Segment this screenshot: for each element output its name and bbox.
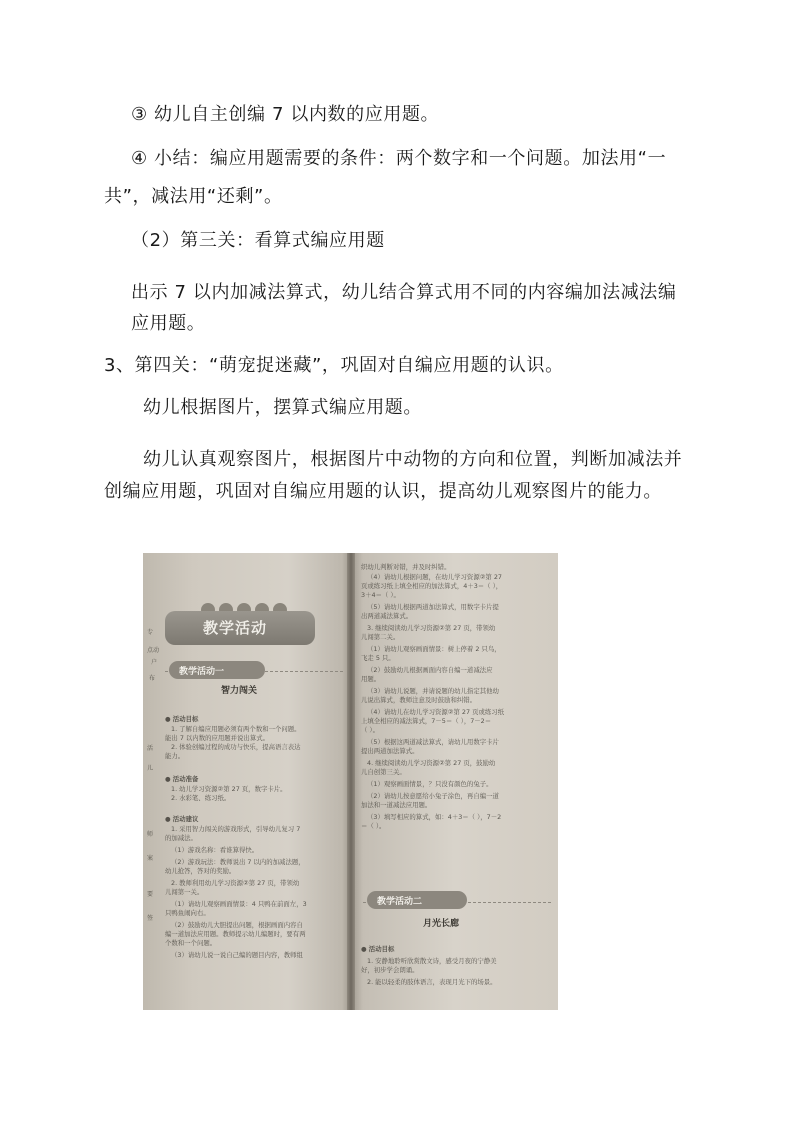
left-text-line: 幼儿抢答，答对的奖励。 — [165, 867, 236, 875]
right-text-line: （3）填写相应的算式，如：4＋3＝（ ），7－2 — [367, 813, 502, 821]
right-text-line: 织幼儿判断对错，并及时纠错。 — [361, 563, 451, 571]
left-text-line: 1. 幼儿学习资源②第 27 页，数字卡片。 — [171, 785, 287, 793]
text-line-5: 出示 7 以内加减法算式，幼儿结合算式用不同的内容编加法减法编 — [131, 282, 677, 303]
right-text-line: （4）请幼儿在幼儿学习资源②第 27 页或练习纸 — [367, 708, 505, 716]
right-text-line: ＝（ ）。 — [361, 822, 386, 830]
text-line-10: 创编应用题，巩固对自编应用题的认识，提高幼儿观察图片的能力。 — [104, 481, 662, 502]
activity-title: 智力闯关 — [221, 686, 258, 696]
right-text-line: 好，初步学会朗诵。 — [361, 966, 419, 974]
right-text-line: 上填全相应的减法算式，7－5＝（ ），7－2＝ — [361, 717, 492, 725]
margin-mark: 布 — [149, 675, 156, 682]
right-text-line: （1）观察画面情景，？只没有颜色的兔子。 — [367, 780, 493, 788]
left-text-line: ● 活动目标 — [165, 715, 199, 723]
right-text-line: （ ）。 — [361, 726, 380, 734]
right-text-line: （2）鼓励幼儿根据画面内容自编一道减法应 — [367, 666, 493, 674]
right-text-line: （4）请幼儿根据问题，在幼儿学习资源②第 27 — [367, 573, 502, 581]
right-text-line: （1）请幼儿观察画面情景：树上停着 2 只鸟， — [367, 645, 501, 653]
left-text-line: ● 活动准备 — [165, 775, 199, 783]
margin-mark: 师 — [147, 831, 154, 838]
right-text-line: 加法和一道减法应用题。 — [361, 801, 432, 809]
left-page — [143, 553, 349, 1010]
text-line-8: 幼儿根据图片，摆算式编应用题。 — [143, 397, 422, 418]
margin-mark: 儿 — [147, 765, 154, 772]
right-text-line: 3＋4＝（ ）。 — [361, 591, 400, 599]
right-text-line: 儿说出算式，教师注意及时鼓励和纠错。 — [361, 696, 477, 704]
right-text-line: 出两道减法算式。 — [361, 612, 413, 620]
margin-mark: 点动 — [147, 647, 160, 654]
right-text-line: 1. 安静地聆听欣赏散文诗，感受月夜的宁静美 — [367, 957, 497, 965]
right-text-line: 飞走 5 只。 — [361, 654, 395, 662]
right-text-line: 儿自创第三关。 — [361, 768, 406, 776]
left-text-line: （1）请幼儿观察画面情景：4 只鸭在前面左，3 — [171, 900, 307, 908]
right-text-line: 页或练习纸上填全相应的加法算式，4＋3＝（ ）， — [361, 582, 503, 590]
right-text-line: 3. 继续阅读幼儿学习资源②第 27 页，带领幼 — [367, 624, 496, 632]
left-text-line: 2. 教师利用幼儿学习资源②第 27 页，带领幼 — [171, 879, 300, 887]
text-line-2: ④ 小结：编应用题需要的条件：两个数字和一个问题。加法用“一 — [131, 148, 667, 169]
left-text-line: 儿闯第一关。 — [165, 888, 204, 896]
left-text-line: ● 活动建议 — [165, 815, 199, 823]
right-text-line: 儿闯第二关。 — [361, 633, 400, 641]
margin-mark: 案 — [147, 855, 154, 862]
margin-mark: 签 — [147, 915, 154, 922]
left-text-line: 编一道加法应用题。教师提示幼儿编题时，要有两 — [165, 930, 306, 938]
activity-tag-label: 教学活动二 — [377, 897, 423, 907]
text-line-4: （2）第三关：看算式编应用题 — [131, 230, 385, 251]
text-line-7: 3、第四关：“萌宠捉迷藏”，巩固对自编应用题的认识。 — [104, 355, 564, 376]
right-text-line: （2）请幼儿按意愿给小兔子涂色，再自编一道 — [367, 792, 499, 800]
left-text-line: 的加减法。 — [165, 834, 197, 842]
banner-title: 教学活动 — [203, 619, 268, 637]
left-text-line: （2）游戏玩法：教师说出 7 以内的加减法题， — [171, 858, 305, 866]
left-text-line: 1. 了解自编应用题必须有两个数和一个问题。 — [171, 725, 301, 733]
margin-mark: 活 — [147, 745, 154, 752]
margin-mark: 户 — [151, 659, 158, 666]
right-text-line: （3）请幼儿说题，并请说题的幼儿指定其他幼 — [367, 687, 499, 695]
left-text-line: 能力。 — [165, 752, 185, 760]
left-text-line: 个数和一个问题。 — [165, 939, 217, 947]
right-text-line: （5）根据这两道减法算式，请幼儿用数字卡片 — [367, 738, 499, 746]
right-text-line: 提出两道加法算式。 — [361, 747, 419, 755]
left-text-line: 1. 采用智力闯关的游戏形式，引导幼儿复习 7 — [171, 825, 301, 833]
activity-tag-label: 教学活动一 — [179, 667, 225, 677]
left-text-line: （2）鼓励幼儿大胆提出问题，根据画面内容自 — [171, 921, 303, 929]
right-text-line: 用题。 — [361, 675, 381, 683]
right-page — [353, 553, 558, 1010]
activity-title: 月光长廊 — [423, 919, 460, 929]
left-text-line: （1）游戏名称：看谁算得快。 — [171, 846, 259, 854]
margin-mark: 要 — [147, 891, 154, 898]
right-text-line: 4. 继续阅读幼儿学习资源②第 27 页，鼓励幼 — [367, 759, 496, 767]
right-text-line: ● 活动目标 — [361, 945, 395, 953]
left-text-line: 2. 体验创编过程的成功与快乐，提高语言表达 — [171, 743, 301, 751]
margin-mark: 专 — [147, 629, 154, 636]
left-text-line: 能出 7 以内数的应用题并说出算式。 — [165, 734, 269, 742]
textbook-photo — [143, 553, 558, 1010]
left-text-line: （3）请幼儿说一说自己编的题目内容，教师组 — [171, 951, 303, 959]
right-text-line: 2. 能以轻柔的肢体语言，表现月光下的场景。 — [367, 978, 497, 986]
text-line-3: 共”，减法用“还剩”。 — [104, 186, 283, 207]
text-line-9: 幼儿认真观察图片，根据图片中动物的方向和位置，判断加减法并 — [143, 449, 683, 470]
left-text-line: 2. 水彩笔、练习纸。 — [171, 794, 231, 802]
left-text-line: 只鸭鱼闹向右。 — [165, 909, 210, 917]
text-line-6: 应用题。 — [131, 313, 206, 334]
right-text-line: （5）请幼儿根据两道加法算式，用数字卡片提 — [367, 603, 499, 611]
text-line-1: ③ 幼儿自主创编 7 以内数的应用题。 — [131, 104, 440, 125]
